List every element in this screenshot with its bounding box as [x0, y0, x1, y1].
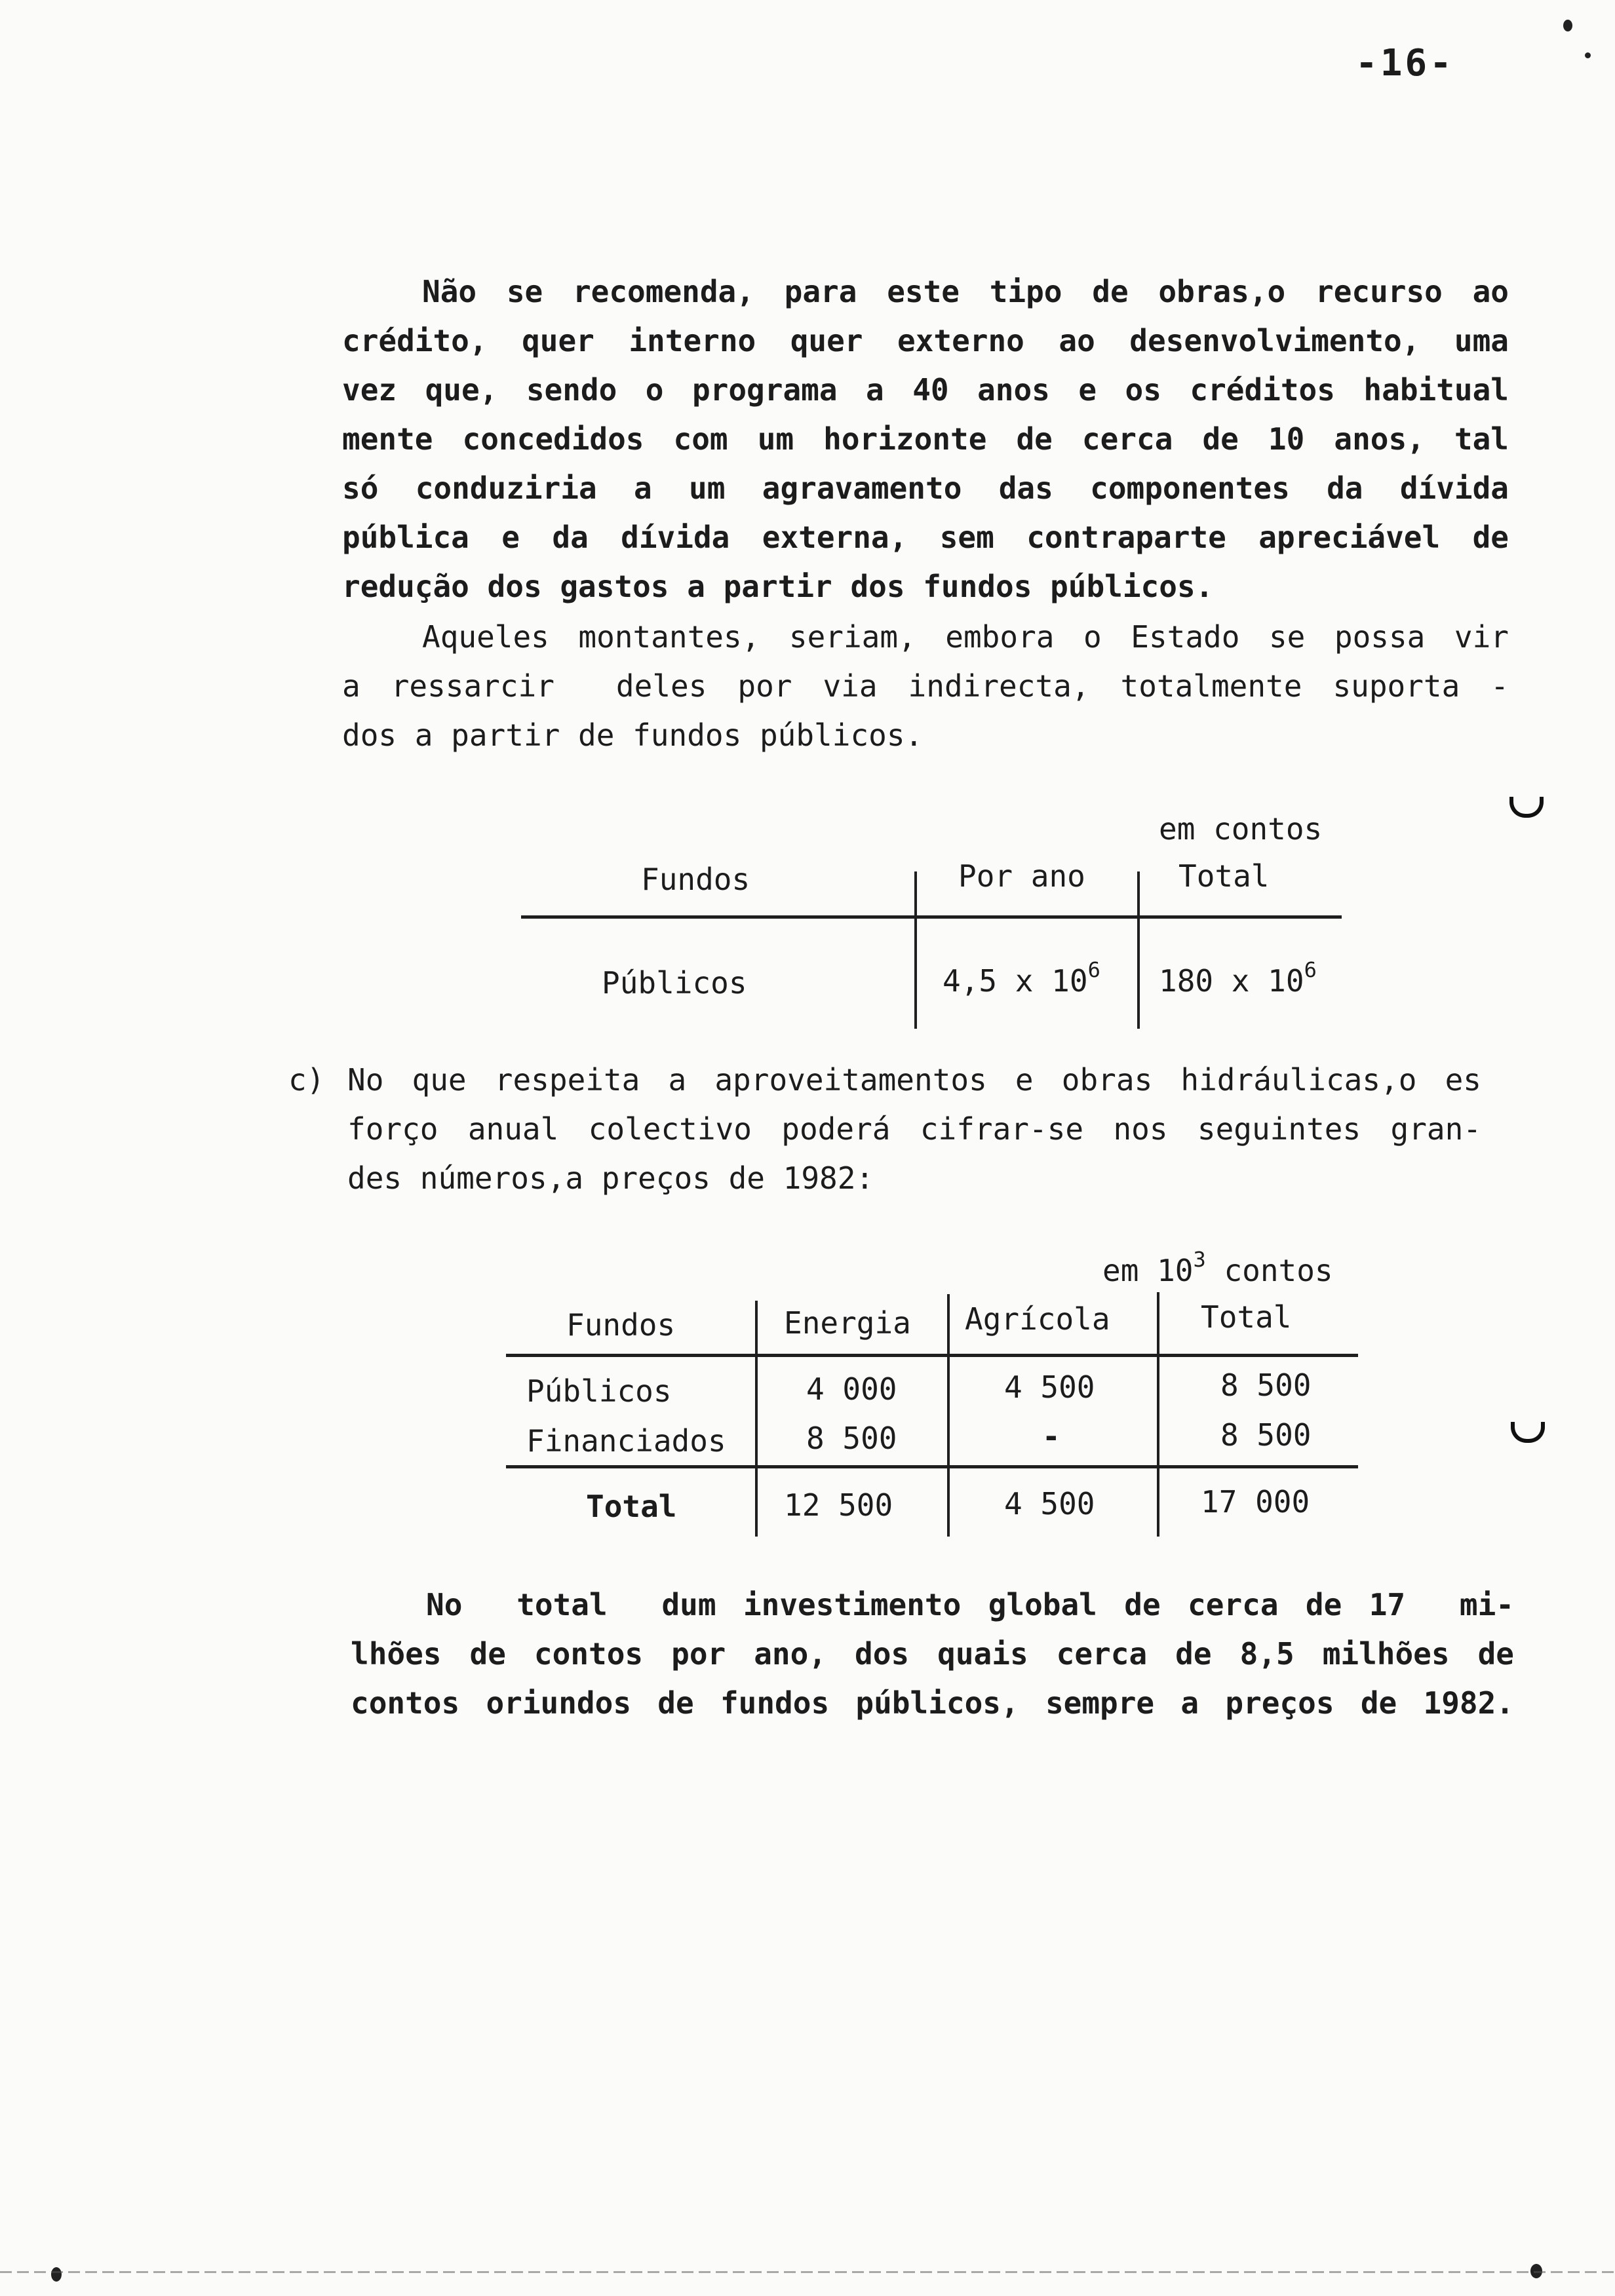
- table-cell: -: [1042, 1419, 1060, 1454]
- paragraph-total-investment: [351, 1630, 1514, 1728]
- table-header-energia: Energia: [784, 1305, 911, 1341]
- unit-prefix: em 10: [1102, 1253, 1194, 1288]
- table-total-rule: [506, 1465, 1358, 1468]
- paragraph-line: forço anual colectivo poderá cifrar-se nos seguintes gran-: [347, 1111, 1481, 1147]
- table-unit: em contos: [1159, 811, 1323, 847]
- table-row-label-publicos: Públicos: [602, 965, 747, 1001]
- table-header-agricola: Agrícola: [965, 1301, 1110, 1337]
- paragraph-credit-recommendation: [342, 267, 1509, 611]
- page-number: -16-: [1355, 42, 1454, 85]
- table-column-divider: [755, 1301, 758, 1537]
- paragraph-line: dos a partir de fundos públicos.: [342, 718, 924, 753]
- margin-mark-icon: [1509, 797, 1544, 818]
- table-cell: 4 000: [806, 1371, 897, 1407]
- paragraph-hydraulic-works: [347, 1056, 1481, 1203]
- paragraph-line: Não se recomenda, para este tipo de obras,o recurso ao: [422, 274, 1509, 309]
- margin-mark-icon: [1511, 1422, 1545, 1443]
- paragraph-line: No que respeita a aproveitamentos e obras hidráulicas,o es: [347, 1062, 1481, 1098]
- scan-speck: [1563, 20, 1572, 31]
- value-base: 180 x 10: [1159, 963, 1304, 999]
- table-cell: 8 500: [806, 1421, 897, 1456]
- table-column-divider: [1137, 871, 1140, 1029]
- paragraph-line: contos oriundos de fundos públicos, sempre a preços de 1982.: [351, 1685, 1514, 1721]
- table-total-cell: 4 500: [1004, 1486, 1095, 1521]
- value-exponent: 6: [1087, 957, 1100, 982]
- paragraph-line: crédito, quer interno quer externo ao desenvolvimento, uma: [342, 323, 1509, 358]
- table-row-label: Públicos: [526, 1373, 672, 1409]
- table-header-fundos: Fundos: [641, 862, 750, 897]
- paragraph-line: lhões de contos por ano, dos quais cerca de 8,5 milhões de: [351, 1636, 1514, 1672]
- paragraph-line: mente concedidos com um horizonte de cerca de 10 anos, tal: [342, 421, 1509, 457]
- paragraph-line: redução dos gastos a partir dos fundos públicos.: [342, 569, 1214, 604]
- value-exponent: 6: [1304, 957, 1317, 982]
- scan-speck: [1585, 52, 1591, 58]
- list-marker-c: c): [288, 1062, 325, 1098]
- paragraph-line: só conduziria a um agravamento das componentes da dívida: [342, 470, 1509, 506]
- table-unit: [1102, 1247, 1333, 1288]
- paragraph-line: No total dum investimento global de cerca de 17 mi-: [426, 1587, 1514, 1622]
- scan-speck: [51, 2267, 62, 2282]
- table-column-divider: [1157, 1292, 1159, 1537]
- table-header-fundos: Fundos: [566, 1307, 676, 1343]
- paragraph-line: Aqueles montantes, seriam, embora o Estado se possa vir: [422, 619, 1509, 655]
- table-total-cell: 12 500: [784, 1487, 893, 1523]
- table-cell: 8 500: [1220, 1417, 1312, 1453]
- paragraph-total-investment-first-line: [426, 1580, 1514, 1630]
- table-header-total: Total: [1178, 858, 1270, 894]
- table-header-rule: [506, 1354, 1358, 1357]
- paragraph-line: des números,a preços de 1982:: [347, 1160, 874, 1196]
- value-base: 4,5 x 10: [943, 963, 1088, 999]
- table-cell: 8 500: [1220, 1368, 1312, 1403]
- unit-exponent: 3: [1193, 1247, 1206, 1272]
- table-total-label: Total: [586, 1489, 677, 1524]
- table-cell-per-year: [943, 957, 1100, 999]
- table-cell-total: [1159, 957, 1317, 999]
- paragraph-line: pública e da dívida externa, sem contraparte apreciável de: [342, 520, 1509, 555]
- table-total-cell: 17 000: [1201, 1484, 1310, 1520]
- paragraph-amounts: [342, 613, 1509, 760]
- table-header-total: Total: [1201, 1299, 1292, 1335]
- table-column-divider: [947, 1294, 950, 1537]
- paragraph-line: a ressarcir deles por via indirecta, totalmente suporta -: [342, 668, 1509, 704]
- table-cell: 4 500: [1004, 1369, 1095, 1405]
- table-column-divider: [914, 871, 917, 1029]
- table-header-rule: [521, 915, 1342, 919]
- page-bottom-edge: [0, 2271, 1615, 2273]
- unit-suffix: contos: [1205, 1253, 1333, 1288]
- table-row-label: Financiados: [526, 1423, 726, 1459]
- paragraph-line: vez que, sendo o programa a 40 anos e os créditos habitual: [342, 372, 1509, 408]
- table-header-por-ano: Por ano: [958, 858, 1085, 894]
